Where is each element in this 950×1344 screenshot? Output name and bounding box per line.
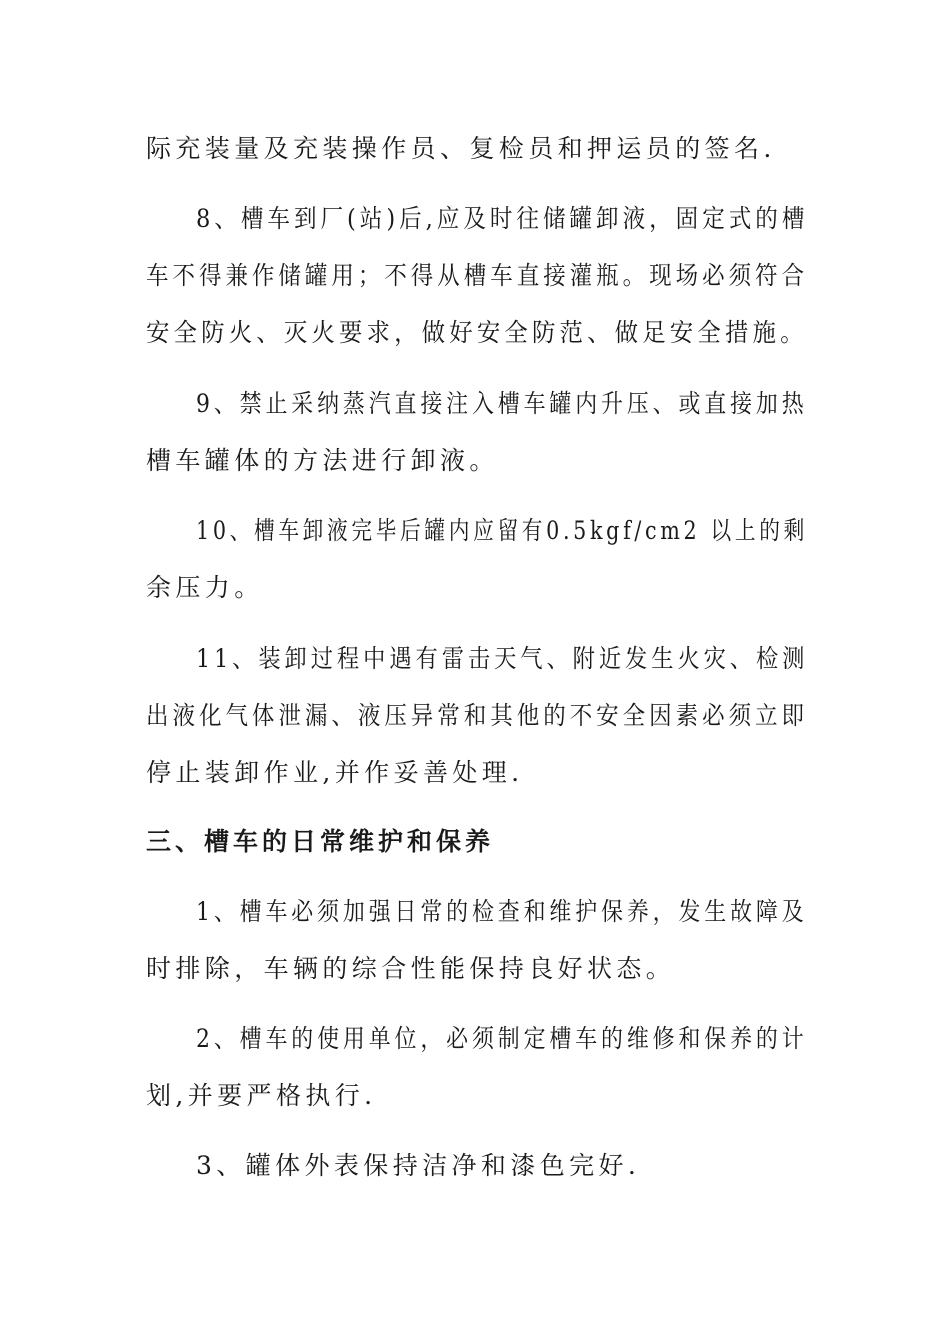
item-2-line-1: 2、槽车的使用单位，必须制定槽车的维修和保养的计	[196, 1024, 808, 1053]
paragraph-10-line-1: 10、槽车卸液完毕后罐内应留有0.5kgf/cm2 以上的剩	[196, 516, 808, 545]
item-1-line-2: 时排除，车辆的综合性能保持良好状态。	[146, 954, 676, 983]
item-1-line-1: 1、槽车必须加强日常的检查和维护保养，发生故障及	[196, 897, 808, 926]
item-2-line-2: 划,并要严格执行.	[146, 1081, 377, 1110]
paragraph-9-line-1: 9、禁止采纳蒸汽直接注入槽车罐内升压、或直接加热	[196, 389, 808, 418]
paragraph-8-line-1: 8、槽车到厂(站)后,应及时往储罐卸液，固定式的槽	[196, 204, 809, 233]
paragraph-11-line-2: 出液化气体泄漏、液压异常和其他的不安全因素必须立即	[146, 701, 809, 730]
paragraph-8-line-3: 安全防火、灭火要求，做好安全防范、做足安全措施。	[146, 318, 808, 347]
paragraph-9-line-2: 槽车罐体的方法进行卸液。	[146, 446, 499, 475]
paragraph-10-line-2: 余压力。	[146, 573, 264, 602]
paragraph-11-line-3: 停止装卸作业,并作妥善处理.	[146, 758, 524, 787]
item-3-line-1: 3、罐体外表保持洁净和漆色完好.	[196, 1151, 641, 1180]
text-line: 际充装量及充装操作员、复检员和押运员的签名.	[146, 134, 776, 163]
section-heading: 三、槽车的日常维护和保养	[146, 827, 495, 856]
paragraph-8-line-2: 车不得兼作储罐用；不得从槽车直接灌瓶。现场必须符合	[146, 261, 809, 290]
paragraph-11-line-1: 11、装卸过程中遇有雷击天气、附近发生火灾、检测	[196, 644, 809, 673]
